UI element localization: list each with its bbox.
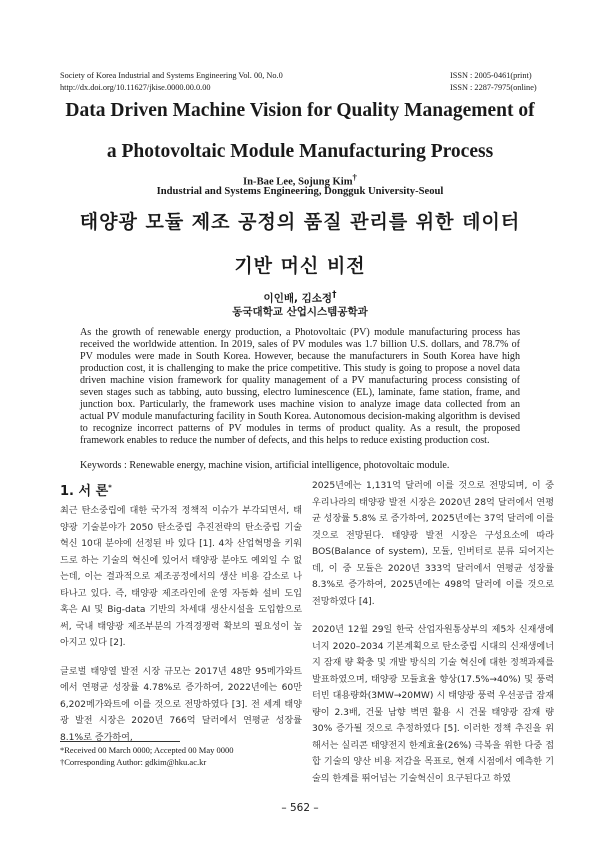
- corresponding-mark-ko: †: [332, 290, 337, 300]
- left-column: [60, 503, 302, 746]
- affiliation-en: Industrial and Systems Engineering, Dongguk University-Seoul: [156, 186, 444, 197]
- paragraph: 2025년에는 1,131억 달러에 이를 것으로 전망되며, 이 중 우리나라의 태양광 발전 시장은 2020년 28억 달러에서 연평균 성장률 5.8% 로 증가하여, 2025년에는 37억 달러에 이를 것으로 전망된다. 태양광 발전 시장은 구성요소에 따라 BOS(Balance of system), 모듈, 인버터로 분류 되어지는데, 이 중 모듈은 2020년 333억 달러에서 연평균 성장률 8.3%로 증가하여, 2025년에는 498억 달러에 이를 것으로 전망하였다 [4].: [312, 481, 554, 607]
- issn-block: [450, 70, 537, 94]
- section-title: 서 론: [78, 484, 109, 499]
- right-column: [312, 478, 554, 787]
- page-number: – 562 –: [281, 802, 319, 814]
- footnote-divider: [60, 741, 180, 742]
- paragraph: 글로벌 태양열 발전 시장 규모는 2017년 48만 95메가와트에서 연평균 성장률 4.78%로 증가하여, 2022년에는 60만 6,202메가와트에 이를 것으로 전망하였다 [3]. 전 세계 태양광 발전 시장은 2020년 766억 달러에서 연평균 성장률 8.1%로 증가하여,: [60, 666, 302, 743]
- issn-online: ISSN : 2287-7975(online): [450, 83, 537, 92]
- journal-header: [60, 70, 283, 94]
- keywords-label: Keywords :: [80, 460, 130, 471]
- footnote-corresponding: †Corresponding Author: gdkim@hku.ac.kr: [60, 757, 207, 767]
- abstract: As the growth of renewable energy production, a Photovoltaic (PV) module manufacturing process has received the worldwide attention. In 2019, sales of PV modules was 1.7 billion U.S. dollars, and 78.7% of PV modules were made in South Korea. However, because the manufacturers in South Korea have high production cost, it is challenging to make the price competitive. This study is going to propose a novel data driven machine vision framework for quality management of a PV manufacturing process consisting of seven stages such as tabbing, auto bussing, electro luminescence (EL), laminate, fame station, frame, and junction box. Particularly, the framework uses machine vision to analyze image data collected from an actual PV module manufacturing facility in South Korea. Autonomous decision-making algorithm is devised to recognize incorrect patterns of PV modules in terms of product quality. As a result, the proposed framework enables to reduce the number of defects, and this helps to reduce existing production cost.: [80, 327, 520, 446]
- title-ko-line2: 기반 머신 비전: [234, 255, 366, 277]
- corresponding-mark-en: †: [352, 172, 357, 182]
- keywords-list: Renewable energy, machine vision, artificial intelligence, photovoltaic module.: [129, 460, 450, 471]
- title-ko-line1: 태양광 모듈 제조 공정의 품질 관리를 위한 데이터: [79, 211, 521, 233]
- title-en-line1: Data Driven Machine Vision for Quality Management of: [65, 100, 535, 121]
- authors-ko-names: 이인배, 김소정: [263, 292, 333, 305]
- issn-print: ISSN : 2005-0461(print): [450, 71, 532, 80]
- section-mark: *: [108, 483, 112, 492]
- paragraph: 2020년 12월 29일 한국 산업자원통상부의 제5차 신재생에너지 2020–2034 기본계획으로 탄소중립 시대의 신재생에너지 잠재 량 확충 및 개발 방식의 기술 혁신에 대한 정책과제를 발표하였으며, 태양광 모듈효율 향상(17.5%→40%) 및 풍력 터빈 대용량화(3MW→20MW) 시 태양광 풍력 우선공급 잠재량이 2.3배, 건물 남향 벽면 활용 시 건물 태양광 잠재 량 30% 증가될 것으로 추정하였다 [5]. 이러한 정책 추진을 위해서는 실리콘 태양전지 한계효율(26%) 극복을 위한 다중 접합 기술의 양산 비용 저감을 목표로, 현재 시점에서 예측한 기술의 한계를 뛰어넘는 기술혁신이 요구된다고 하였: [312, 625, 554, 784]
- authors-en-names: In-Bae Lee, Sojung Kim: [243, 176, 353, 188]
- section-heading: [60, 480, 112, 499]
- title-en-line2: a Photovoltaic Module Manufacturing Process: [106, 141, 494, 162]
- keywords: [80, 460, 530, 471]
- doi-line: http://dx.doi.org/10.11627/jkise.0000.00.0.00: [60, 83, 211, 92]
- journal-name: Society of Korea Industrial and Systems Engineering Vol. 00, No.0: [60, 71, 283, 80]
- footnote-received: *Received 00 March 0000; Accepted 00 May 0000: [60, 745, 234, 755]
- paragraph: 최근 탄소중립에 대한 국가적 정책적 이슈가 부각되면서, 태양광 기술분야가 2050 탄소중립 추진전략의 탄소중립 기술혁신 10대 분야에 선정된 바 있다 [1]. 4차 산업혁명을 키워드로 하는 기술의 혁신에 있어서 태양광 분야도 예외일 수 없는데, 이는 결과적으로 제조공정에서의 생산 비용 감소로 나타나고 있다. 즉, 태양광 제조라인에 운영 자동화 설비 도입 혹은 AI 및 Big-data 기반의 차세대 생산시설을 도입함으로써, 국내 태양광 제조부분의 가격경쟁력 확보의 필요성이 높아지고 있다 [2].: [60, 506, 302, 648]
- section-number: 1.: [60, 484, 74, 499]
- affiliation-ko: 동국대학교 산업시스템공학과: [232, 306, 368, 318]
